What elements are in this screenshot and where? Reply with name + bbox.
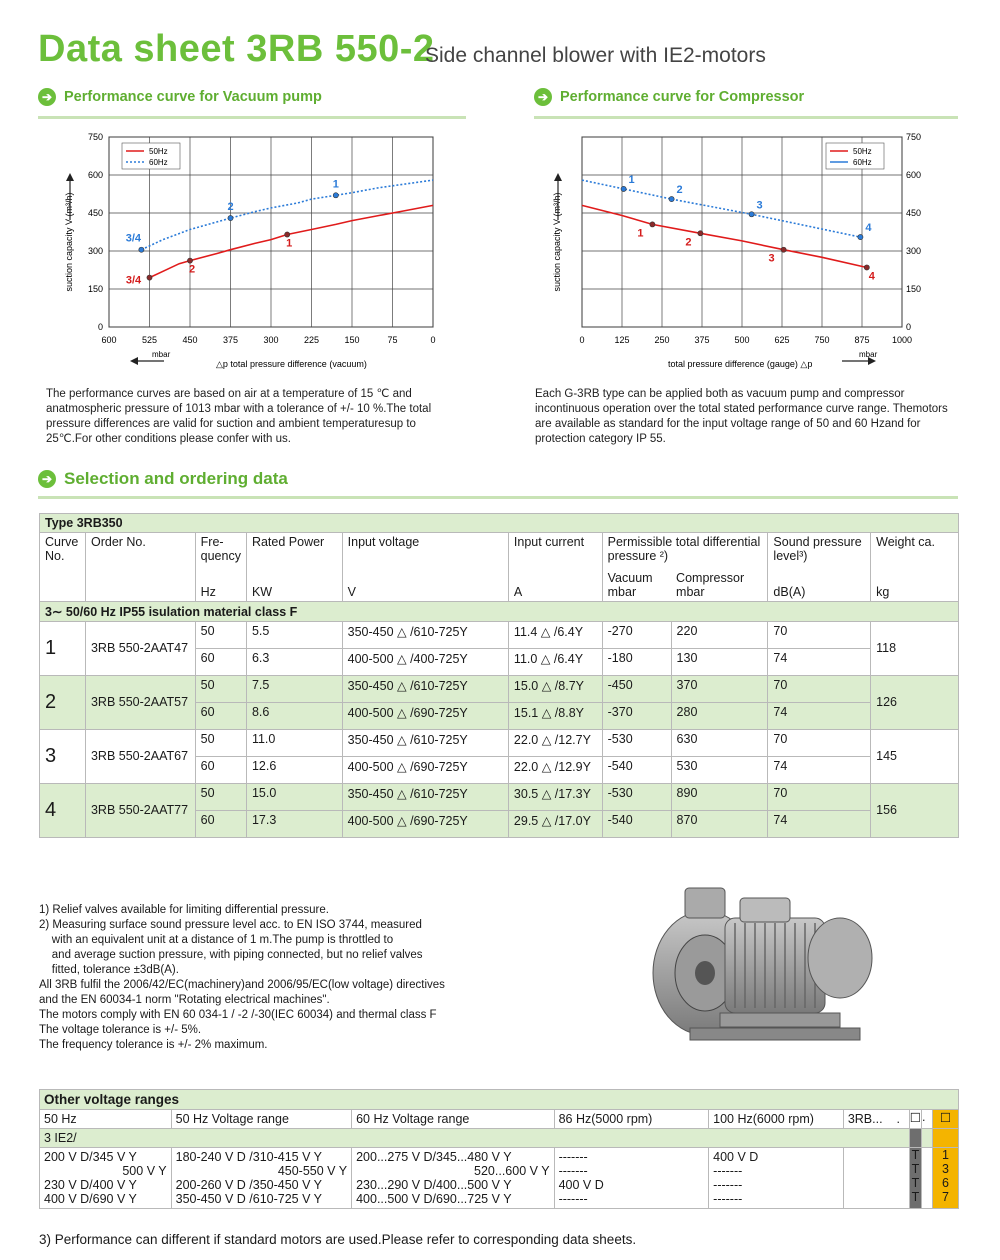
vacuum-cell: -540	[602, 810, 671, 837]
x-tick-label: 250	[654, 335, 670, 345]
voltage-cell: 350-450 △ /610-725Y	[342, 783, 508, 810]
other-header-50hz: 50 Hz	[40, 1110, 172, 1129]
data-point	[864, 265, 869, 270]
x-axis-label: △p total pressure difference (vacuum)	[216, 359, 367, 369]
x-tick-label: 0	[430, 335, 436, 345]
current-cell: 22.0 △ /12.7Y	[508, 729, 602, 756]
current-cell: 11.4 △ /6.4Y	[508, 621, 602, 648]
point-label: 3	[756, 199, 763, 212]
current-cell: 15.0 △ /8.7Y	[508, 675, 602, 702]
data-point	[781, 247, 786, 252]
legend-label: 60Hz	[853, 158, 872, 167]
other-cell: 400 V D	[558, 1178, 604, 1192]
other-subhead: 3 IE2/	[40, 1129, 910, 1148]
blower-image	[630, 878, 900, 1068]
notes-block	[39, 903, 509, 1053]
x-axis-unit: mbar	[859, 350, 878, 359]
x-tick-label: 0	[579, 335, 585, 345]
frequency-cell: 60	[195, 648, 246, 675]
note-line: 2) Measuring surface sound pressure level acc. to EN ISO 3744, measured	[39, 919, 422, 931]
table-row	[40, 729, 959, 756]
type-code-column: T T T T	[909, 1148, 921, 1209]
power-cell: 15.0	[246, 783, 342, 810]
other-cell: 520...600 V Y	[474, 1164, 550, 1178]
unit-kw: KW	[246, 565, 342, 601]
compressor-cell: 890	[671, 783, 768, 810]
power-cell: 8.6	[246, 702, 342, 729]
other-cell: 400 V D/690 V Y	[44, 1192, 137, 1206]
y-tick-label: 750	[906, 132, 922, 142]
data-point	[285, 232, 290, 237]
sound-cell: 74	[768, 756, 871, 783]
vacuum-cell: -530	[602, 729, 671, 756]
other-header-100hz: 100 Hz(6000 rpm)	[709, 1110, 844, 1129]
weight-cell: 118	[871, 621, 959, 675]
weight-cell: 156	[871, 783, 959, 837]
vacuum-cell: -450	[602, 675, 671, 702]
frequency-cell: 50	[195, 729, 246, 756]
voltage-cell: 400-500 △ /400-725Y	[342, 648, 508, 675]
unit-v: V	[342, 565, 508, 601]
other-cell: 400...500 V D/690...725 V Y	[356, 1192, 512, 1206]
unit-kg: kg	[871, 565, 959, 601]
header-sound: Sound pressure level³)	[768, 533, 871, 566]
note-line: All 3RB fulfil the 2006/42/EC(machinery)and 2006/95/EC(low voltage) directives	[39, 979, 445, 991]
curve-conditions-text: The performance curves are based on air at a temperature of 15 ℃ and anatmospheric pressure of 1013 mbar with a tolerance of +/- 10 %.The total pressure differences are valid for suction and ambient temperaturesup to 25℃.For other conditions please confer with us.	[46, 388, 432, 445]
other-cell: 180-240 V D /310-415 V Y	[175, 1150, 323, 1164]
data-point	[749, 212, 754, 217]
x-axis-unit: mbar	[152, 350, 171, 359]
point-label: 3/4	[125, 232, 142, 245]
data-point	[187, 258, 192, 263]
point-label: 3	[768, 252, 775, 265]
unit-hz: Hz	[195, 565, 246, 601]
series-line	[582, 205, 867, 267]
table-row	[40, 675, 959, 702]
power-cell: 17.3	[246, 810, 342, 837]
table-row	[40, 783, 959, 810]
current-cell: 15.1 △ /8.8Y	[508, 702, 602, 729]
power-cell: 6.3	[246, 648, 342, 675]
data-point	[698, 231, 703, 236]
compressor-section-heading: ➔ Performance curve for Compressor	[534, 88, 804, 106]
sound-cell: 70	[768, 621, 871, 648]
x-tick-label: 500	[734, 335, 750, 345]
compressor-cell: 870	[671, 810, 768, 837]
note-line: The motors comply with EN 60 034-1 / -2 /-30(IEC 60034) and thermal class F	[39, 1009, 437, 1021]
y-tick-label: 750	[87, 132, 103, 142]
x-tick-label: 600	[101, 335, 117, 345]
compressor-chart	[534, 125, 964, 375]
y-tick-label: 600	[906, 170, 922, 180]
voltage-cell: 400-500 △ /690-725Y	[342, 810, 508, 837]
note-line: fitted, tolerance ±3dB(A).	[39, 964, 179, 976]
x-tick-label: 125	[614, 335, 630, 345]
other-cell: 230...290 V D/400...500 V Y	[356, 1178, 512, 1192]
divider	[38, 116, 466, 119]
point-label: 2	[685, 236, 692, 249]
other-col-86hz	[554, 1148, 709, 1209]
data-point	[621, 186, 626, 191]
type-label: Type 3RB350	[40, 514, 959, 533]
power-cell: 12.6	[246, 756, 342, 783]
vacuum-chart	[38, 125, 468, 375]
curve-number: 2	[40, 675, 86, 729]
curve-number: 3	[40, 729, 86, 783]
other-col-50hz-range	[171, 1148, 351, 1209]
sound-cell: 70	[768, 729, 871, 756]
header-order: Order No.	[85, 533, 195, 566]
vacuum-section-heading: ➔ Performance curve for Vacuum pump	[38, 88, 322, 106]
voltage-cell: 400-500 △ /690-725Y	[342, 756, 508, 783]
sound-cell: 70	[768, 675, 871, 702]
checkbox-icon: ☐	[933, 1110, 959, 1129]
data-point	[333, 193, 338, 198]
x-tick-label: 300	[263, 335, 279, 345]
other-col-100hz	[709, 1148, 844, 1209]
note-line: The voltage tolerance is +/- 5%.	[39, 1024, 202, 1036]
y-axis-label: suction capacity V (m³/h)	[64, 192, 74, 292]
y-tick-label: 150	[906, 284, 922, 294]
y-tick-label: 300	[87, 246, 103, 256]
data-point	[650, 222, 655, 227]
point-label: 3/4	[125, 274, 142, 287]
note-line: with an equivalent unit at a distance of 1 m.The pump is throttled to	[39, 934, 394, 946]
data-point	[147, 275, 152, 280]
x-tick-label: 1000	[891, 335, 913, 345]
x-tick-label: 875	[854, 335, 870, 345]
note-line: and the EN 60034-1 norm "Rotating electrical machines".	[39, 994, 330, 1006]
sound-cell: 74	[768, 810, 871, 837]
other-header-50hz-range: 50 Hz Voltage range	[171, 1110, 351, 1129]
x-tick-label: 750	[814, 335, 830, 345]
order-number: 3RB 550-2AAT47	[85, 621, 195, 675]
compressor-cell: 220	[671, 621, 768, 648]
x-tick-label: 450	[182, 335, 198, 345]
sound-cell: 74	[768, 702, 871, 729]
arrow-right-icon: ➔	[38, 470, 56, 488]
arrow-up-icon	[554, 173, 562, 181]
x-tick-label: 375	[694, 335, 710, 345]
voltage-cell: 400-500 △ /690-725Y	[342, 702, 508, 729]
vacuum-cell: -530	[602, 783, 671, 810]
y-tick-label: 300	[906, 246, 922, 256]
point-label: 1	[637, 227, 644, 240]
unit-compressor: Compressor mbar	[671, 565, 768, 601]
frequency-cell: 60	[195, 756, 246, 783]
other-cell: -------	[558, 1192, 588, 1206]
point-label: 2	[188, 263, 196, 276]
voltage-cell: 350-450 △ /610-725Y	[342, 621, 508, 648]
group-label: 3∼ 50/60 Hz IP55 isulation material class F	[40, 601, 959, 621]
compressor-cell: 370	[671, 675, 768, 702]
other-col-60hz-range	[352, 1148, 554, 1209]
point-label: 1	[332, 178, 339, 191]
point-label: 2	[227, 201, 234, 214]
vacuum-cell: -370	[602, 702, 671, 729]
curve-number: 1	[40, 621, 86, 675]
vacuum-cell: -270	[602, 621, 671, 648]
power-cell: 11.0	[246, 729, 342, 756]
order-number: 3RB 550-2AAT57	[85, 675, 195, 729]
y-tick-label: 450	[906, 208, 922, 218]
point-label: 1	[286, 237, 293, 250]
voltage-cell: 350-450 △ /610-725Y	[342, 675, 508, 702]
other-cell: -------	[713, 1178, 743, 1192]
arrow-right-icon: ➔	[38, 88, 56, 106]
header-current: Input current	[508, 533, 602, 566]
frequency-cell: 60	[195, 702, 246, 729]
other-cell: 200-260 V D /350-450 V Y	[175, 1178, 323, 1192]
other-cell: 450-550 V Y	[277, 1164, 348, 1178]
other-cell: 500 V Y	[122, 1164, 167, 1178]
y-axis-label: suction capacity V (m³/h)	[552, 192, 562, 292]
weight-cell: 145	[871, 729, 959, 783]
legend-label: 60Hz	[149, 158, 168, 167]
current-cell: 22.0 △ /12.9Y	[508, 756, 602, 783]
order-number: 3RB 550-2AAT67	[85, 729, 195, 783]
x-axis-label: total pressure difference (gauge) △p	[668, 359, 813, 369]
other-cell: 200 V D/345 V Y	[44, 1150, 137, 1164]
unit-a: A	[508, 565, 602, 601]
arrow-up-icon	[66, 173, 74, 181]
x-tick-label: 75	[387, 335, 398, 345]
other-cell: 200...275 V D/345...480 V Y	[356, 1150, 512, 1164]
current-cell: 11.0 △ /6.4Y	[508, 648, 602, 675]
other-col-50hz	[40, 1148, 172, 1209]
y-tick-label: 450	[87, 208, 103, 218]
note-line: 1) Relief valves available for limiting differential pressure.	[39, 904, 329, 916]
data-point	[858, 234, 863, 239]
point-label: 4	[865, 222, 872, 235]
point-label: 2	[676, 184, 683, 197]
data-point	[228, 215, 233, 220]
page-subtitle: Side channel blower with IE2-motors	[425, 44, 766, 67]
sound-cell: 74	[768, 648, 871, 675]
voltage-cell: 350-450 △ /610-725Y	[342, 729, 508, 756]
application-text: Each G-3RB type can be applied both as vacuum pump and compressor incontinuous operation over the total stated performance curve range. Themotors are available as standard for the input voltage range of 50 and 60 Hzand for protection category IP 55.	[535, 388, 948, 445]
x-tick-label: 150	[344, 335, 360, 345]
divider	[38, 496, 958, 499]
frequency-cell: 50	[195, 783, 246, 810]
legend-label: 50Hz	[853, 147, 872, 156]
page-title: Data sheet 3RB 550-2	[38, 28, 435, 70]
point-label: 4	[868, 270, 875, 283]
note-line: and average suction pressure, with piping connected, but no relief valves	[39, 949, 423, 961]
x-tick-label: 525	[141, 335, 158, 345]
table-row	[40, 621, 959, 648]
weight-cell: 126	[871, 675, 959, 729]
header-permissible: Permissible total differential pressure ²)	[602, 533, 768, 566]
unit-vacuum: Vacuum mbar	[602, 565, 671, 601]
other-header-60hz-range: 60 Hz Voltage range	[352, 1110, 554, 1129]
other-cell: -------	[713, 1164, 743, 1178]
y-tick-label: 150	[87, 284, 103, 294]
other-cell: -------	[558, 1164, 588, 1178]
power-cell: 7.5	[246, 675, 342, 702]
data-point	[669, 196, 674, 201]
header-voltage: Input voltage	[342, 533, 508, 566]
variant-code-column: 1 3 6 7	[933, 1148, 959, 1209]
checkbox-icon: ☐	[909, 1110, 921, 1129]
y-tick-label: 0	[97, 322, 103, 332]
x-tick-label: 375	[222, 335, 239, 345]
curve-number: 4	[40, 783, 86, 837]
other-header-3rb: 3RB... .	[843, 1110, 909, 1129]
compressor-cell: 280	[671, 702, 768, 729]
other-cell: 230 V D/400 V Y	[44, 1178, 137, 1192]
data-point	[139, 247, 144, 252]
frequency-cell: 50	[195, 675, 246, 702]
other-cell: 350-450 V D /610-725 V Y	[175, 1192, 323, 1206]
other-header-86hz: 86 Hz(5000 rpm)	[554, 1110, 709, 1129]
divider	[534, 116, 958, 119]
other-title: Other voltage ranges	[40, 1090, 959, 1110]
current-cell: 29.5 △ /17.0Y	[508, 810, 602, 837]
compressor-cell: 130	[671, 648, 768, 675]
sound-cell: 70	[768, 783, 871, 810]
y-tick-label: 0	[906, 322, 912, 332]
note-line: The frequency tolerance is +/- 2% maximum.	[39, 1039, 268, 1051]
header-weight: Weight ca.	[871, 533, 959, 566]
other-cell: -------	[713, 1192, 743, 1206]
unit-db: dB(A)	[768, 565, 871, 601]
point-label: 1	[628, 173, 635, 186]
x-tick-label: 225	[303, 335, 320, 345]
current-cell: 30.5 △ /17.3Y	[508, 783, 602, 810]
other-cell: -------	[558, 1150, 588, 1164]
compressor-cell: 530	[671, 756, 768, 783]
other-cell: 400 V D	[713, 1150, 759, 1164]
other-voltage-table: Other voltage ranges 50 Hz 50 Hz Voltage range 60 Hz Voltage range 86 Hz(5000 rpm) 100 Hz(6000 rpm) 3RB... . ☐ . ☐ 3 IE2/ 200 V D/345 V Y 500 V Y 230 V D/400 V Y 400 V D/690 V Y 180-240 V D /310-415 V Y 450-550 V Y 200-260 V D /350-450 V Y 350-450 V D /610-725 V Y 200...275 V D/345...480 V Y 520...600 V Y 230...290 V D/400...500 V Y 400...500 V D/690...725 V Y ------- ------- 400 V D ------- 400 V D ------- ------- ------- T T T T 1 3 6 7	[39, 1089, 959, 1209]
vacuum-cell: -180	[602, 648, 671, 675]
frequency-cell: 50	[195, 621, 246, 648]
legend-label: 50Hz	[149, 147, 168, 156]
selection-heading: ➔ Selection and ordering data	[38, 469, 288, 489]
frequency-cell: 60	[195, 810, 246, 837]
header-frequency: Fre- quency	[195, 533, 246, 566]
selection-table	[39, 513, 959, 838]
vacuum-cell: -540	[602, 756, 671, 783]
compressor-cell: 630	[671, 729, 768, 756]
y-tick-label: 600	[87, 170, 103, 180]
footnote: 3) Performance can different if standard motors are used.Please refer to corresponding data sheets.	[39, 1232, 637, 1247]
arrow-right-icon: ➔	[534, 88, 552, 106]
order-number: 3RB 550-2AAT77	[85, 783, 195, 837]
header-power: Rated Power	[246, 533, 342, 566]
x-tick-label: 625	[774, 335, 790, 345]
header-curve: Curve No.	[40, 533, 86, 566]
power-cell: 5.5	[246, 621, 342, 648]
arrow-left-icon	[130, 357, 138, 365]
